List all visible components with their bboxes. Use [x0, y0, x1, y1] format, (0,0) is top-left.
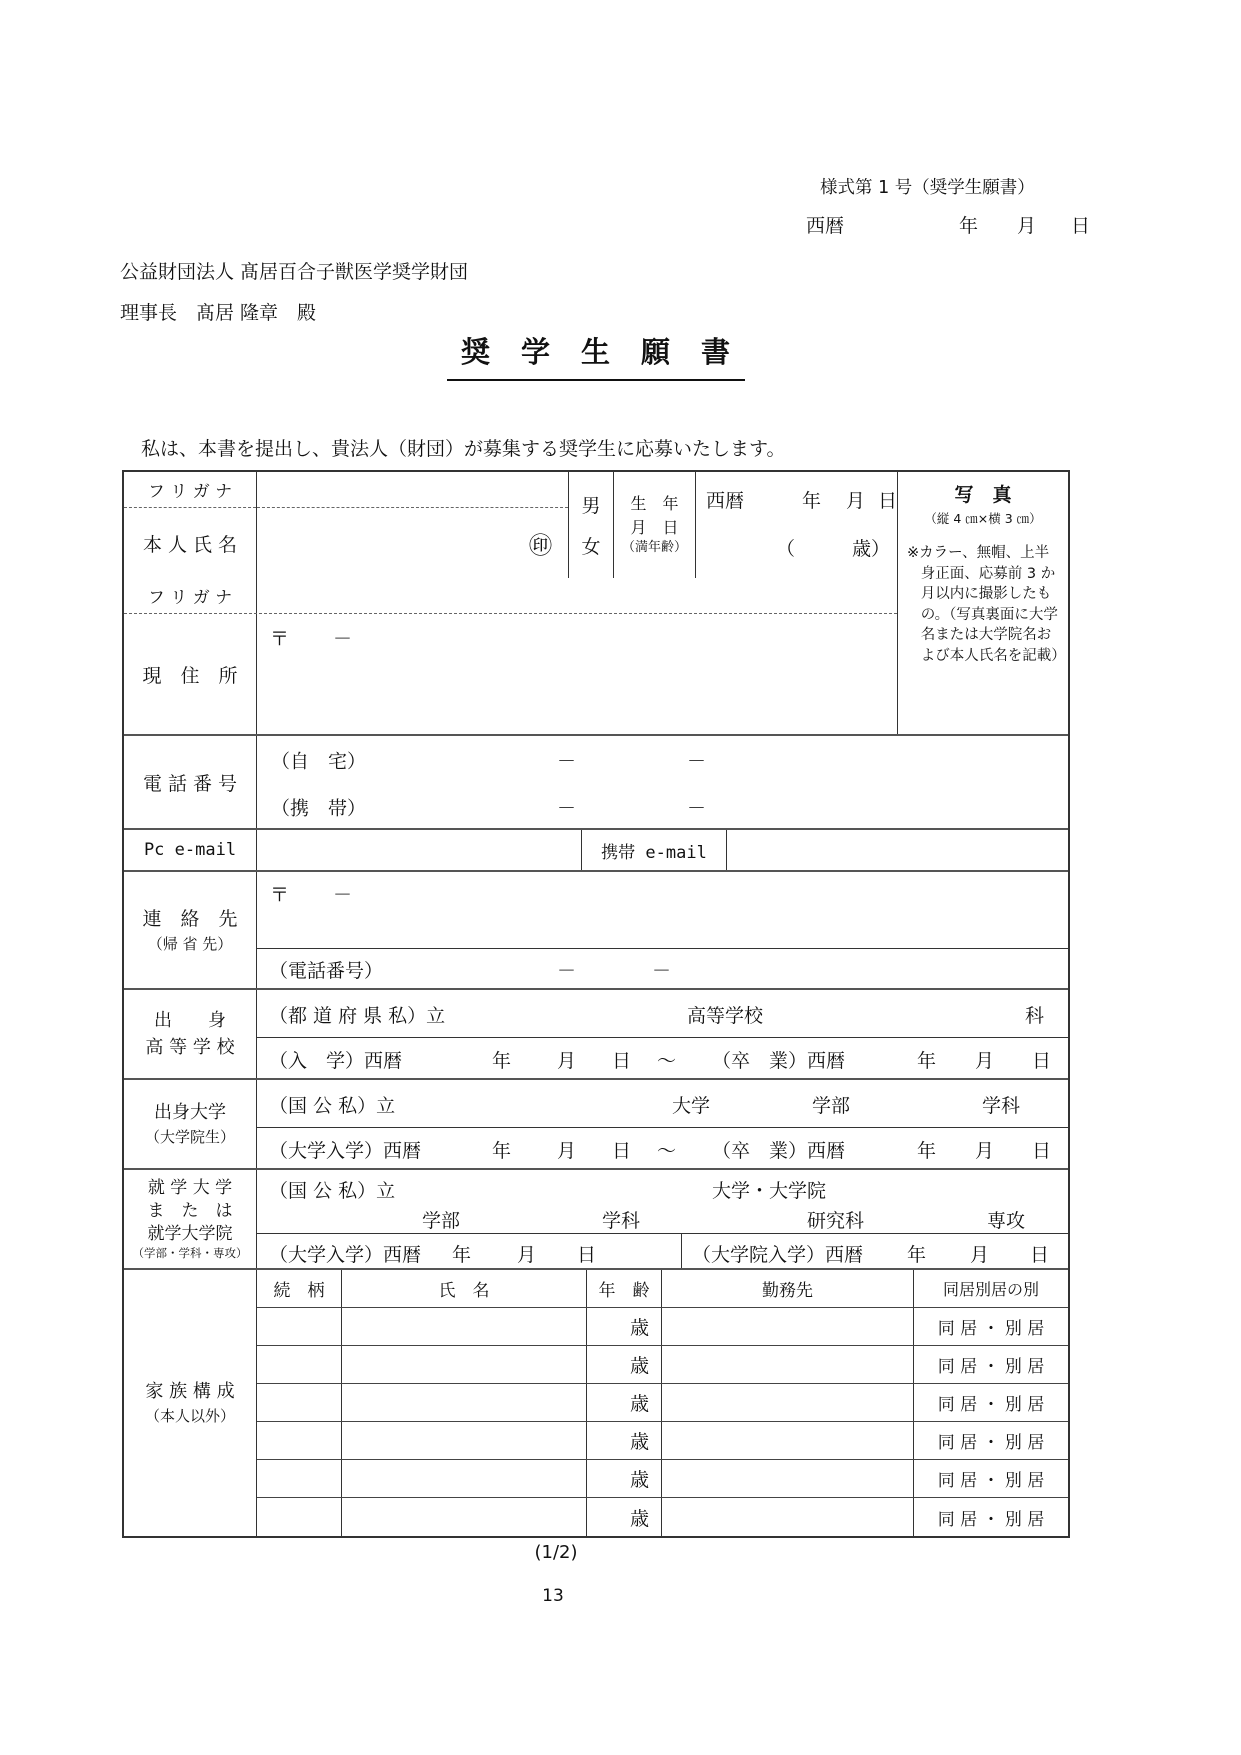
current-school-label-cell — [124, 1170, 257, 1268]
family-age-field[interactable] — [587, 1384, 662, 1421]
current-label-4: （学部・学科・専攻） — [132, 1245, 248, 1260]
family-header-employer: 勤務先 — [662, 1270, 914, 1307]
university-label-cell — [124, 1080, 257, 1168]
foundation-name: 公益財団法人 髙居百合子獣医学奨学財団 — [120, 261, 469, 283]
intro-sentence: 私は、本書を提出し、貴法人（財団）が募集する奨学生に応募いたします。 — [141, 438, 786, 460]
family-label: 家 族 構 成 — [145, 1381, 235, 1403]
contact-sublabel: （帰 省 先） — [147, 935, 233, 953]
high-school-section — [124, 990, 1068, 1080]
contact-label-cell — [124, 872, 257, 988]
age-suffix: 歳 — [629, 1469, 649, 1491]
application-form-table — [122, 470, 1070, 1538]
high-school-label-cell — [124, 990, 257, 1078]
high-school-name-field[interactable] — [257, 990, 1068, 1038]
birth-month-label: 月 — [846, 490, 866, 512]
family-row — [257, 1422, 1068, 1460]
sheet-indicator: (1/2) — [534, 1542, 578, 1563]
hs-grad-month: 月 — [975, 1050, 995, 1072]
high-school-dates-field[interactable] — [257, 1038, 1068, 1078]
family-relation-field[interactable] — [257, 1498, 342, 1536]
page-title: 奨 学 生 願 書 — [447, 330, 745, 381]
univ-enter-year: 年 — [492, 1140, 512, 1162]
contact-label: 連 絡 先 — [142, 907, 238, 930]
family-age-field[interactable] — [587, 1460, 662, 1497]
family-cohabit-choice[interactable]: 同 居 ・ 別 居 — [937, 1395, 1045, 1415]
contact-section — [124, 872, 1068, 990]
cur-univ-month: 月 — [517, 1244, 537, 1266]
cur-faculty-suffix: 学部 — [422, 1210, 461, 1232]
birth-day-label: 日 — [878, 490, 898, 512]
pc-email-field[interactable] — [257, 830, 582, 870]
current-school-section — [124, 1170, 1068, 1270]
photo-instructions: ※カラー、無帽、上半身正面、応募前 3 か月以内に撮影したもの。（写真裏面に大学名または大学院名および本人氏名を記載） — [907, 545, 1066, 664]
mobile-email-label: 携帯 e-mail — [582, 830, 727, 870]
name-label: 本 人 氏 名 — [142, 533, 238, 556]
family-cohabit-choice[interactable]: 同 居 ・ 別 居 — [937, 1357, 1045, 1377]
phone-fields[interactable] — [257, 736, 1068, 828]
cur-univ-date-field[interactable] — [257, 1234, 682, 1268]
family-age-field[interactable] — [587, 1308, 662, 1345]
current-label-3: 就学大学院 — [147, 1223, 233, 1244]
gender-female-label: 女 — [581, 536, 601, 558]
family-header-relation: 続 柄 — [257, 1270, 342, 1307]
form-number: 様式第 1 号（奨学生願書） — [820, 178, 1035, 198]
family-employer-field[interactable] — [662, 1346, 914, 1383]
furigana-field[interactable] — [257, 472, 568, 508]
birth-label-1: 生 年 — [630, 494, 679, 514]
family-row — [257, 1346, 1068, 1384]
family-cohabit-choice[interactable]: 同 居 ・ 別 居 — [937, 1433, 1045, 1453]
univ-dept-suffix: 学科 — [982, 1095, 1021, 1117]
phone-label: 電 話 番 号 — [124, 736, 257, 828]
gender-cell[interactable] — [569, 472, 614, 578]
birth-year-label: 年 — [802, 490, 822, 512]
cur-grad-month: 月 — [970, 1244, 990, 1266]
univ-enter-month: 月 — [557, 1140, 577, 1162]
age-suffix: 歳 — [629, 1507, 649, 1530]
contact-address-field[interactable] — [257, 872, 1068, 949]
current-label-1: 就 学 大 学 — [147, 1177, 233, 1198]
univ-faculty-suffix: 学部 — [812, 1095, 851, 1117]
family-header-age: 年 齢 — [587, 1270, 662, 1307]
email-section — [124, 830, 1068, 872]
header-day-label: 日 — [1071, 215, 1091, 237]
header-block — [806, 174, 1096, 243]
address-label: 現 住 所 — [124, 614, 257, 734]
family-employer-field[interactable] — [662, 1498, 914, 1536]
high-school-label-2: 高 等 学 校 — [145, 1037, 235, 1058]
hs-enter-year: 年 — [492, 1050, 512, 1072]
address-furigana-label: フ リ ガ ナ — [124, 578, 257, 613]
header-date-line — [806, 211, 1096, 243]
contact-phone-field[interactable] — [257, 949, 1068, 988]
chairman-name: 理事長 髙居 隆章 殿 — [120, 302, 317, 324]
university-name-field[interactable] — [257, 1080, 1068, 1128]
family-relation-field[interactable] — [257, 1460, 342, 1497]
family-employer-field[interactable] — [662, 1308, 914, 1345]
cur-grad-year: 年 — [907, 1244, 927, 1266]
age-suffix: 歳 — [629, 1317, 649, 1339]
phone-home-dash-1: － — [557, 750, 577, 772]
birthdate-label-cell — [614, 472, 696, 578]
univ-enter-day: 日 — [612, 1140, 632, 1162]
phone-home-label: （自 宅） — [271, 750, 367, 772]
university-label-2: （大学院生） — [144, 1128, 235, 1147]
hs-enter-month: 月 — [557, 1050, 577, 1072]
family-relation-field[interactable] — [257, 1308, 342, 1345]
name-field[interactable] — [257, 508, 568, 578]
age-suffix: 歳 — [629, 1431, 649, 1453]
hs-grad-day: 日 — [1032, 1050, 1052, 1072]
univ-enter-label: （大学入学）西暦 — [269, 1140, 422, 1162]
page-number: 13 — [542, 1586, 564, 1606]
address-furigana-field[interactable] — [257, 578, 897, 613]
family-employer-field[interactable] — [662, 1460, 914, 1497]
contact-postal-dash: － — [333, 884, 353, 906]
family-header-row — [257, 1270, 1068, 1308]
cur-univ-year: 年 — [452, 1244, 472, 1266]
contact-tel-label: （電話番号） — [269, 960, 384, 982]
photo-box — [898, 472, 1068, 734]
univ-grad-day: 日 — [1032, 1140, 1052, 1162]
birth-era-label: 西暦 — [706, 490, 745, 512]
univ-establisher-label: （国 公 私）立 — [269, 1095, 396, 1117]
family-row — [257, 1498, 1068, 1536]
family-relation-field[interactable] — [257, 1422, 342, 1459]
phone-section — [124, 736, 1068, 830]
header-year-label: 年 — [959, 215, 979, 237]
family-cohabit-choice[interactable]: 同 居 ・ 別 居 — [937, 1319, 1045, 1339]
family-row — [257, 1384, 1068, 1422]
cur-univ-enter-label: （大学入学）西暦 — [269, 1244, 422, 1266]
phone-home-dash-2: － — [687, 750, 707, 772]
univ-tilde: ～ — [657, 1140, 677, 1162]
phone-mobile-dash-2: － — [687, 797, 707, 819]
family-employer-field[interactable] — [662, 1384, 914, 1421]
hs-grad-year: 年 — [917, 1050, 937, 1072]
cur-univ-suffix: 大学・大学院 — [712, 1180, 827, 1202]
family-age-field[interactable] — [587, 1422, 662, 1459]
age-suffix: 歳 — [629, 1355, 649, 1377]
family-name-field[interactable] — [342, 1308, 587, 1345]
current-label-2: ま た は — [147, 1200, 233, 1221]
hs-establisher-label: （都 道 府 県 私）立 — [269, 1005, 446, 1027]
header-era-label: 西暦 — [806, 215, 845, 237]
cur-grad-date-field[interactable] — [682, 1234, 1068, 1268]
addressee-block — [120, 252, 468, 334]
hs-enter-label: （入 学）西暦 — [269, 1050, 403, 1072]
family-name-field[interactable] — [342, 1384, 587, 1421]
family-employer-field[interactable] — [662, 1422, 914, 1459]
family-cohabit-choice[interactable]: 同 居 ・ 別 居 — [937, 1509, 1045, 1530]
seal-mark: ㊞ — [529, 532, 552, 559]
birth-label-3: （満年齢） — [621, 539, 687, 555]
cur-establisher-label: （国 公 私）立 — [269, 1180, 396, 1202]
mobile-email-field[interactable] — [727, 830, 1068, 870]
family-name-field[interactable] — [342, 1460, 587, 1497]
family-cohabit-choice[interactable]: 同 居 ・ 別 居 — [937, 1471, 1045, 1491]
univ-grad-year: 年 — [917, 1140, 937, 1162]
hs-dept-suffix: 科 — [1024, 1005, 1044, 1027]
postal-dash: － — [333, 628, 353, 650]
family-sublabel: （本人以外） — [144, 1407, 235, 1426]
hs-tilde: ～ — [657, 1050, 677, 1072]
family-name-field[interactable] — [342, 1346, 587, 1383]
univ-grad-label: （卒 業）西暦 — [712, 1140, 846, 1162]
photo-size-note: （縦 4 ㎝×横 3 ㎝） — [924, 511, 1042, 526]
postal-mark: 〒 — [270, 628, 290, 650]
header-month-label: 月 — [1017, 215, 1037, 237]
family-header-name: 氏 名 — [342, 1270, 587, 1307]
name-label-cell — [124, 472, 257, 578]
phone-mobile-label: （携 帯） — [271, 797, 367, 819]
family-relation-field[interactable] — [257, 1346, 342, 1383]
university-section — [124, 1080, 1068, 1170]
pc-email-label: Pc e-mail — [124, 830, 257, 870]
birthdate-field[interactable] — [696, 472, 897, 578]
birth-label-2: 月 日 — [630, 517, 679, 537]
family-name-field[interactable] — [342, 1498, 587, 1536]
photo-title: 写 真 — [954, 484, 1012, 506]
univ-grad-month: 月 — [975, 1140, 995, 1162]
birth-age-label: （ 歳） — [776, 538, 891, 560]
address-field[interactable] — [257, 614, 897, 734]
contact-tel-dash-1: － — [557, 960, 577, 982]
family-section — [124, 1270, 1068, 1536]
cur-dept-suffix: 学科 — [602, 1210, 641, 1232]
cur-univ-day: 日 — [577, 1244, 597, 1266]
identity-section — [124, 472, 1068, 736]
family-header-cohabit: 同居別居の別 — [942, 1280, 1039, 1299]
family-name-field[interactable] — [342, 1422, 587, 1459]
contact-tel-dash-2: － — [652, 960, 672, 982]
family-row — [257, 1460, 1068, 1498]
hs-grad-label: （卒 業）西暦 — [712, 1050, 846, 1072]
family-relation-field[interactable] — [257, 1384, 342, 1421]
cur-major-suffix: 専攻 — [987, 1210, 1026, 1232]
hs-school-suffix: 高等学校 — [687, 1005, 764, 1027]
contact-postal-mark: 〒 — [270, 884, 290, 906]
cur-gradschool-suffix: 研究科 — [807, 1210, 865, 1232]
univ-suffix: 大学 — [672, 1095, 711, 1117]
university-dates-field[interactable] — [257, 1128, 1068, 1168]
family-label-cell — [124, 1270, 257, 1536]
family-age-field[interactable] — [587, 1498, 662, 1536]
name-value-cell — [257, 472, 569, 578]
gender-male-label: 男 — [581, 495, 601, 517]
high-school-label-1: 出 身 — [154, 1010, 226, 1031]
university-label-1: 出身大学 — [154, 1102, 226, 1124]
family-age-field[interactable] — [587, 1346, 662, 1383]
current-school-name-field[interactable] — [257, 1170, 1068, 1234]
family-row — [257, 1308, 1068, 1346]
hs-enter-day: 日 — [612, 1050, 632, 1072]
phone-mobile-dash-1: － — [557, 797, 577, 819]
cur-grad-enter-label: （大学院入学）西暦 — [692, 1244, 864, 1266]
furigana-label: フ リ ガ ナ — [124, 472, 256, 508]
title-wrap — [122, 330, 1070, 381]
cur-grad-day: 日 — [1030, 1244, 1050, 1266]
age-suffix: 歳 — [629, 1393, 649, 1415]
